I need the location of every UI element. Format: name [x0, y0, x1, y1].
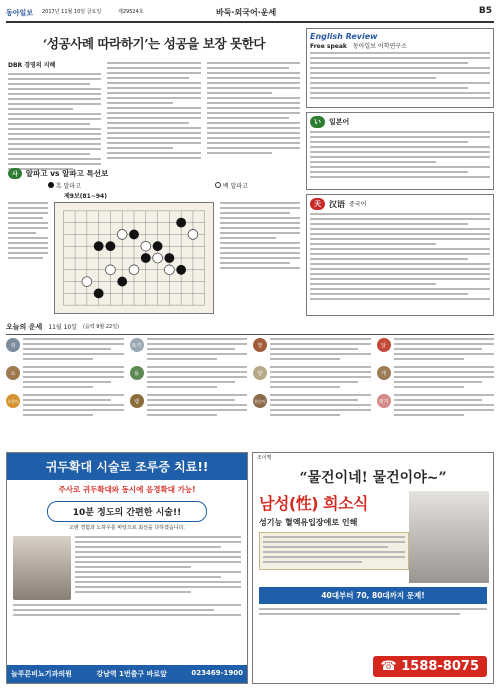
- horoscope-row: [377, 366, 495, 391]
- horoscope-row: [377, 394, 495, 419]
- japanese-tag: い: [310, 116, 325, 128]
- rooster-icon: [377, 338, 391, 352]
- horoscope-col-2: [130, 338, 248, 422]
- phone-icon: ☎: [380, 659, 397, 674]
- ad-right-phone[interactable]: 1588-8075: [401, 659, 479, 674]
- feature-column-2: [107, 62, 200, 173]
- japanese-box: [306, 112, 494, 190]
- horse-icon: [253, 338, 267, 352]
- baduk-title: 알파고 vs 알파고 특선보: [25, 169, 109, 178]
- horoscope-row: [253, 366, 371, 391]
- legend-black: 흑 알파고: [55, 183, 82, 190]
- zodiac-label-dragon: 용: [134, 371, 139, 377]
- page-number: B5: [478, 6, 492, 16]
- section-title: 바둑·외국어·운세: [216, 8, 277, 17]
- zodiac-label-rabbit: 토끼: [131, 343, 142, 349]
- masthead-rule: [6, 21, 494, 23]
- ad-right-offer: 40대부터 70, 80대까지 문제!: [259, 587, 487, 604]
- horoscope-row: [130, 394, 248, 419]
- zodiac-label-tiger: 호랑이: [7, 399, 19, 404]
- zodiac-label-horse: 말: [257, 343, 263, 349]
- ad-left-subline: 주사로 귀두확대와 동시에 음경확대 가능!: [58, 485, 196, 494]
- white-stone-icon: [215, 182, 221, 188]
- go-board: [54, 202, 214, 314]
- zodiac-label-dog: 개: [381, 371, 386, 377]
- horoscope-row: [130, 338, 248, 363]
- chinese-title: 汉语: [329, 199, 345, 209]
- column-name: DBR 경영의 지혜: [8, 62, 56, 69]
- horoscope-col-3: [253, 338, 371, 422]
- tiger-icon: [6, 394, 20, 408]
- horoscope-row: [130, 366, 248, 391]
- feature-column-3: [207, 62, 300, 173]
- horoscope-row: [253, 394, 371, 419]
- paper-name: 동아일보: [6, 9, 34, 17]
- horoscope-col-4: [377, 338, 495, 422]
- feature-column-1: [8, 62, 101, 173]
- ad-left-headline: 귀두확대 시술로 조루증 치료!!: [7, 453, 247, 480]
- chinese-box: [306, 194, 494, 316]
- ad-right-subtitle: 성기능 혈액유입장애로 인해: [259, 518, 358, 527]
- horoscope-lunar: (음력 9월 22일): [83, 324, 119, 330]
- horoscope-row: [6, 394, 124, 419]
- clinic-address: 강남역 1번출구 바로앞: [96, 670, 167, 678]
- japanese-title: 일본어: [329, 118, 350, 126]
- dog-icon: [377, 366, 391, 380]
- rat-icon: [6, 338, 20, 352]
- issue-number: 제29524호: [118, 9, 144, 15]
- chinese-tag: 天: [310, 198, 325, 210]
- masthead: [6, 6, 494, 20]
- zodiac-label-snake: 뱀: [134, 399, 139, 405]
- baduk-legend: [48, 182, 248, 190]
- spokesperson-photo: [409, 491, 489, 583]
- rabbit-icon: [130, 338, 144, 352]
- zodiac-label-monkey: 원숭이: [254, 399, 266, 404]
- ad-left-pitch-sub: 오랜 경험과 노하우를 바탕으로 최선을 다하겠습니다.: [69, 525, 185, 531]
- masthead-date: 2017년 11월 10일 금요일: [42, 9, 102, 15]
- ad-right[interactable]: [252, 452, 494, 684]
- chinese-subtitle: 중국어: [349, 200, 367, 208]
- zodiac-label-rat: 쥐: [10, 343, 16, 349]
- zodiac-label-pig: 돼지: [378, 399, 389, 405]
- sheep-icon: [253, 366, 267, 380]
- feature-headline: ‘성공사례 따라하기’는 성공을 보장 못한다: [42, 36, 266, 51]
- horoscope-title: 오늘의 운세: [6, 323, 43, 331]
- english-review-box: [306, 28, 494, 108]
- baduk-section: [8, 168, 300, 314]
- black-stone-icon: [48, 182, 54, 188]
- horoscope-section: [6, 322, 494, 444]
- baduk-badge: 사: [8, 168, 22, 179]
- legend-white: 백 알파고: [222, 183, 248, 190]
- snake-icon: [130, 394, 144, 408]
- monkey-icon: [253, 394, 267, 408]
- ad-right-title: 남성(性) 희소식: [259, 494, 368, 513]
- horoscope-date: 11월 10일: [48, 323, 78, 331]
- horoscope-row: [6, 366, 124, 391]
- horoscope-col-1: [6, 338, 124, 422]
- baduk-commentary-right: [220, 202, 300, 314]
- pig-icon: [377, 394, 391, 408]
- baduk-commentary-left: [8, 202, 48, 314]
- horoscope-row: [253, 338, 371, 363]
- english-title: English Review: [310, 32, 378, 41]
- ad-right-brand: 조이맥: [257, 455, 272, 461]
- zodiac-label-ox: 소: [10, 371, 16, 377]
- clinic-name: 늘푸른비뇨기과의원: [11, 670, 72, 678]
- ox-icon: [6, 366, 20, 380]
- move-label: 제9보(81~94): [64, 193, 107, 200]
- horoscope-row: [377, 338, 495, 363]
- clinic-phone[interactable]: 023469-1900: [191, 669, 243, 677]
- zodiac-label-sheep: 양: [257, 371, 263, 377]
- zodiac-label-rooster: 닭: [381, 343, 386, 349]
- ad-right-phone-bar: [373, 656, 488, 677]
- ad-left-footer: [7, 665, 247, 683]
- dragon-icon: [130, 366, 144, 380]
- english-sample-label: 동아일보 어학연구소: [352, 43, 407, 50]
- horoscope-row: [6, 338, 124, 363]
- ad-left-pitch: 10분 정도의 간편한 시술!!: [47, 501, 207, 522]
- ad-right-headline: “물건이네! 물건이야~”: [299, 470, 447, 486]
- free-speak-label: Free speak: [310, 43, 347, 50]
- doctor-photo: [13, 536, 71, 600]
- ad-left[interactable]: [6, 452, 248, 684]
